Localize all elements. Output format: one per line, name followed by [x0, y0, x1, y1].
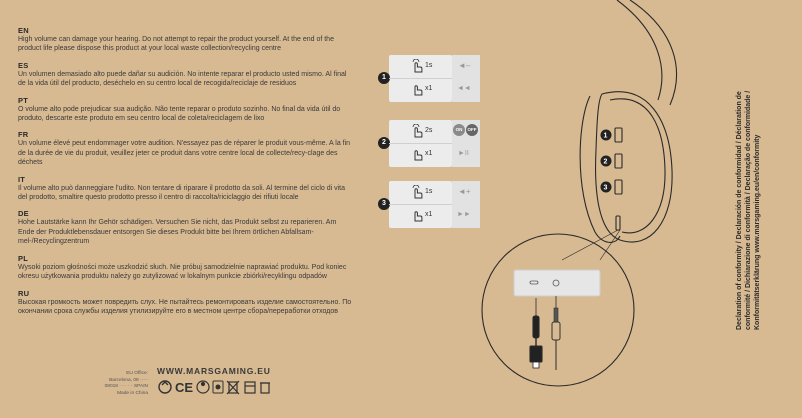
lang-block: [18, 26, 354, 54]
headphone-illustration: [470, 0, 720, 418]
port-panel: [514, 270, 600, 296]
ear-cushion: [596, 92, 673, 242]
button-1: [615, 128, 622, 142]
address-line: EU Office:: [126, 371, 148, 376]
language-list: [18, 26, 354, 323]
svg-text:3: 3: [603, 184, 608, 192]
weee-bin-icon: [227, 381, 239, 394]
step-number: 2: [378, 137, 390, 149]
lang-text: Высокая громкость может повредить слух. Не пытайтесь ремонтировать изделие самостоятельно. По окончании срока службы изделия утилизируйте его в местном центре сбора/переработки отходов: [18, 298, 352, 315]
power-on-icon: ON: [453, 124, 465, 136]
footer-address: [88, 371, 148, 397]
volume-down-icon: ◄–: [458, 61, 471, 70]
step-number: 3: [378, 198, 390, 210]
triman-icon: [197, 381, 209, 393]
lang-block: [18, 254, 354, 282]
finger-press-icon: [411, 124, 423, 138]
usb-a-plug: [530, 346, 542, 362]
lang-code: DE: [18, 209, 29, 219]
ear-cushion-inner: [610, 99, 665, 233]
conformity-text: Declaration of conformity / Declaración de conformidad / Déclaration de conformité / Dichiarazione di conformità / Declaração de conformidade / Konformitätserklärung www.marsgaming.eu/en/conformity: [736, 90, 761, 330]
lang-code: EN: [18, 26, 29, 35]
control-row: [389, 143, 452, 166]
lang-code: PL: [18, 253, 28, 263]
lang-block: [18, 130, 354, 167]
cert-icons: [157, 378, 277, 396]
lang-text: Hohe Lautstärke kann Ihr Gehör schädigen. Versuchen Sie nicht, das Produkt selbst zu reparieren. Am Ende der Produktlebensdauer entsorgen Sie dieses Produkt bitte bei Ihrem örtlichen Abfallsam-mel-/Recyclingzentrum: [18, 219, 337, 246]
control-row: [389, 78, 452, 101]
bin-icon: [260, 383, 270, 393]
control-panel: [382, 120, 452, 167]
control-row: [389, 204, 452, 227]
lang-block: [18, 175, 354, 203]
lang-text: Un volumen demasiado alto puede dañar su audición. No intente reparar el producto usted mismo. Al final de la vida útil del producto, deséchelo en su centro local de recogida/reciclaje de residuos: [18, 70, 347, 88]
port: [616, 216, 620, 230]
control-panel: [382, 55, 452, 102]
finger-press-icon: [411, 208, 423, 222]
control-row: [389, 120, 452, 143]
svg-text:2: 2: [603, 158, 608, 166]
lang-block: [18, 209, 354, 246]
lang-code: FR: [18, 130, 29, 140]
lang-text: Wysoki poziom głośności może uszkodzić słuch. Nie próbuj samodzielnie naprawiać produktu. Pod koniec okresu użytkowania produktu należy go zutylizować w lokalnym punkcie zbiórki/recyklingu odpadów: [18, 263, 347, 281]
lang-code: PT: [18, 95, 28, 105]
ce-mark-icon: CE: [175, 380, 194, 395]
volume-up-icon: ◄+: [458, 187, 471, 196]
address-line: Made in China: [117, 390, 148, 396]
previous-track-icon: ◄◄: [457, 85, 471, 92]
ear-cup-back: [580, 96, 620, 242]
finger-press-icon: [411, 82, 423, 96]
lang-text: High volume can damage your hearing. Do not attempt to repair the product yourself. At the end of the product life please dispose this product at your local waste collection/recycling centre: [18, 36, 334, 53]
recycle-icon: [159, 381, 171, 393]
headband-outline: [630, 0, 677, 105]
footer-url: WWW.MARSGAMING.EU: [157, 366, 271, 376]
next-track-icon: ►►: [457, 211, 471, 218]
lang-text: Un volume élevé peut endommager votre audition. N'essayez pas de réparer le produit vous-même. A la fin de la durée de vie du produit, veuillez jeter ce produit dans votre centre local de collecte/recy-clage des déchets: [18, 140, 351, 167]
lang-block: [18, 96, 354, 124]
button-3: [615, 180, 622, 194]
usb-c-plug: [533, 316, 539, 338]
control-row: [389, 55, 452, 78]
lang-text: Il volume alto può danneggiare l'udito. Non tentare di riparare il prodotto da soli. Al termine del ciclo di vita del prodotto, smaltire questo prodotto presso il centro di raccolta/riciclaggio dei rifiuti locale: [18, 184, 346, 202]
lang-code: ES: [18, 60, 29, 70]
button-2: [615, 154, 622, 168]
address-line: 08018 · · · · · SPAIN: [104, 384, 148, 389]
lang-block: [18, 61, 354, 89]
press-count: x1: [425, 150, 433, 157]
control-row: [389, 181, 452, 204]
step-number: 1: [378, 72, 390, 84]
finger-press-icon: [411, 59, 423, 73]
headband-inner: [617, 0, 662, 100]
finger-press-icon: [411, 185, 423, 199]
audio-jack-plug: [554, 308, 558, 322]
lang-block: [18, 289, 354, 317]
play-pause-icon: ►II: [458, 150, 469, 157]
press-count: 1s: [425, 62, 433, 69]
press-count: x1: [425, 211, 433, 218]
svg-text:1: 1: [603, 132, 608, 140]
lang-text: O volume alto pode prejudicar sua audição. Não tente reparar o produto sozinho. No final da vida útil do produto, descarte este produto em seu centro local de coleta/reciclagem de lixo: [18, 105, 341, 123]
finger-press-icon: [411, 147, 423, 161]
lang-code: IT: [18, 174, 26, 184]
press-count: x1: [425, 85, 433, 92]
pictogram-icon: [213, 381, 223, 393]
control-panel: [382, 181, 452, 228]
press-count: 1s: [425, 188, 433, 195]
power-off-icon: OFF: [466, 124, 478, 136]
press-count: 2s: [425, 127, 433, 134]
lang-code: RU: [18, 288, 30, 298]
address-line: Barcelona, 08 ·····: [109, 377, 148, 383]
box-icon: [245, 382, 255, 393]
